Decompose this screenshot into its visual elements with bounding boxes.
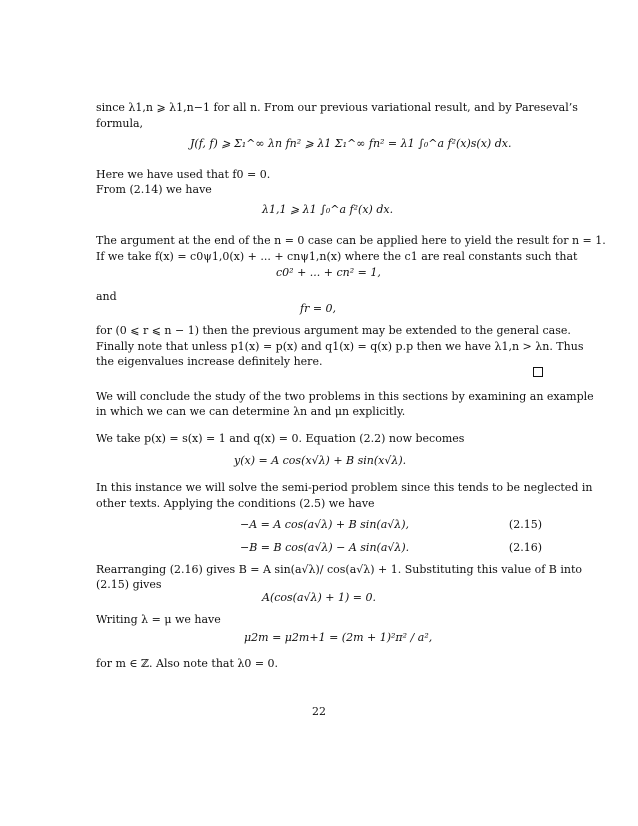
equation-cos: A(cos(a√λ) + 1) = 0. xyxy=(262,591,376,604)
text-line: The argument at the end of the n = 0 case can be applied here to yield the result for n = 1. xyxy=(96,234,606,247)
equation-number: (2.16) xyxy=(508,541,542,554)
text-line: If we take f(x) = c0ψ1,0(x) + ... + cnψ1,n(x) where the c1 are real constants such that xyxy=(96,250,578,263)
text-line: the eigenvalues increase definitely here. xyxy=(96,355,323,368)
equation-general-solution: y(x) = A cos(x√λ) + B sin(x√λ). xyxy=(234,454,407,467)
text-line: for (0 ⩽ r ⩽ n − 1) then the previous argument may be extended to the general case. xyxy=(96,324,571,337)
equation-jff: J(f, f) ⩾ Σ₁^∞ λn fn² ⩾ λ1 Σ₁^∞ fn² = λ1 ∫₀^a f²(x)s(x) dx. xyxy=(190,137,512,150)
text-line: in which we can we can determine λn and μn explicitly. xyxy=(96,405,406,418)
text-line: From (2.14) we have xyxy=(96,183,212,196)
text-line: (2.15) gives xyxy=(96,578,162,591)
text-line: Rearranging (2.16) gives B = A sin(a√λ)/ cos(a√λ) + 1. Substituting this value of B into xyxy=(96,563,583,576)
text-line: other texts. Applying the conditions (2.5) we have xyxy=(96,497,375,510)
text-line: Here we have used that f0 = 0. xyxy=(96,168,271,181)
qed-box-icon xyxy=(533,367,543,377)
equation-fr: fr = 0, xyxy=(300,302,337,315)
equation-lambda11: λ1,1 ⩾ λ1 ∫₀^a f²(x) dx. xyxy=(262,203,394,216)
equation-constraint: c0² + ... + cn² = 1, xyxy=(276,266,381,279)
text-line: We will conclude the study of the two problems in this sections by examining an example xyxy=(96,390,594,403)
text-line: for m ∈ ℤ. Also note that λ0 = 0. xyxy=(96,657,279,670)
equation-216: −B = B cos(a√λ) − A sin(a√λ). xyxy=(240,541,410,554)
equation-mu: μ2m = μ2m+1 = (2m + 1)²π² / a², xyxy=(244,631,433,644)
text-line: We take p(x) = s(x) = 1 and q(x) = 0. Equation (2.2) now becomes xyxy=(96,432,465,445)
text-line: Writing λ = μ we have xyxy=(96,613,221,626)
text-line: In this instance we will solve the semi-period problem since this tends to be neglected in xyxy=(96,481,593,494)
equation-215: −A = A cos(a√λ) + B sin(a√λ), xyxy=(240,518,410,531)
equation-number: (2.15) xyxy=(508,518,542,531)
text-line: formula, xyxy=(96,117,144,130)
text-line: and xyxy=(96,290,117,303)
page-number: 22 xyxy=(312,705,326,718)
text-line: since λ1,n ⩾ λ1,n−1 for all n. From our previous variational result, and by Pareseval’s xyxy=(96,101,578,114)
text-line: Finally note that unless p1(x) = p(x) and q1(x) = q(x) p.p then we have λ1,n > λn. Thus xyxy=(96,340,584,353)
